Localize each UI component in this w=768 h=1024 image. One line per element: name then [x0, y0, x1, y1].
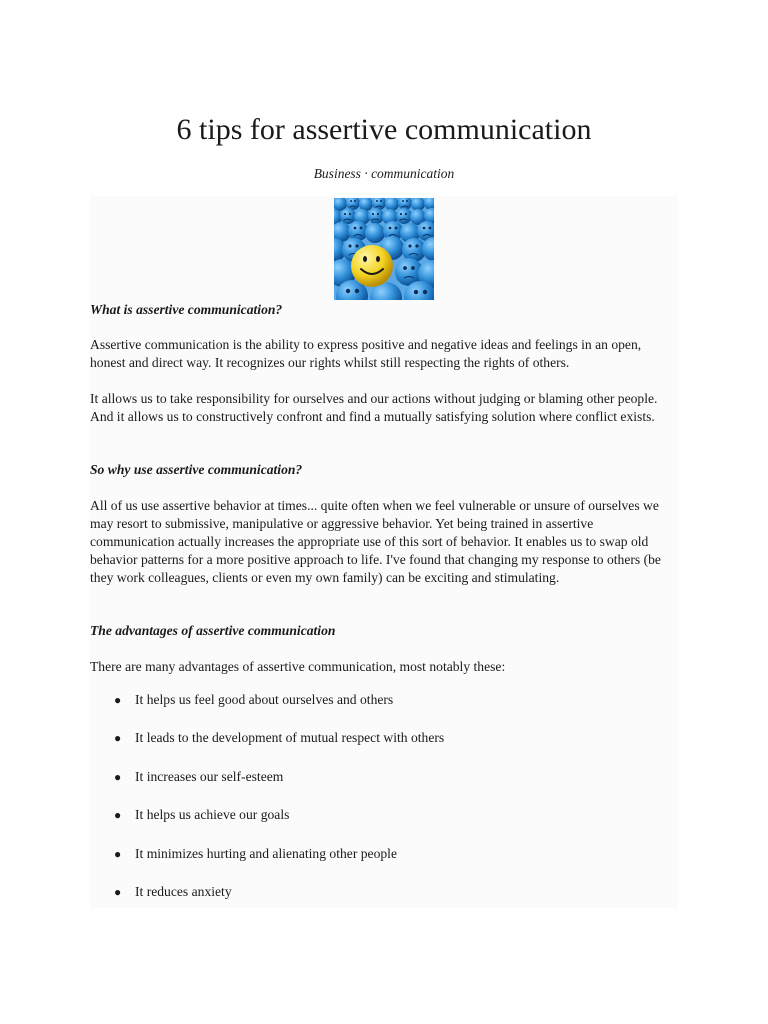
paragraph-what-2: It allows us to take responsibility for ourselves and our actions without judging or blaming other people. And it allows us to constructively confront and find a mutually satisfying solution where conflict exists.: [90, 391, 658, 424]
page-title: 6 tips for assertive communication: [176, 113, 592, 146]
bullet-icon: ●: [114, 693, 122, 707]
list-item: ● It helps us feel good about ourselves and others: [114, 692, 394, 707]
list-item: ● It reduces anxiety: [114, 883, 232, 899]
list-item: ● It helps us achieve our goals: [114, 807, 290, 823]
bullet-icon: ●: [114, 846, 122, 861]
smiley-faces-image: [334, 198, 434, 300]
bullet-icon: ●: [114, 808, 122, 823]
bullet-icon: ●: [114, 769, 122, 784]
article-body: [90, 196, 678, 908]
paragraph-what-1: Assertive communication is the ability to express positive and negative ideas and feelings in an open, honest and direct way. It recognizes our rights whilst still respecting the rights of others.: [90, 337, 642, 370]
paragraph-advantages-intro: There are many advantages of assertive communication, most notably these:: [90, 659, 506, 674]
section-heading-advantages: The advantages of assertive communication: [90, 623, 336, 638]
advantages-list: [90, 691, 678, 921]
bullet-icon: ●: [114, 884, 122, 899]
list-item: ● It leads to the development of mutual respect with others: [114, 730, 445, 746]
smiley-faces-icon: [334, 198, 434, 300]
list-item: ● It increases our self-esteem: [114, 768, 284, 784]
bullet-icon: ●: [114, 731, 122, 746]
category-subtitle: Business · communication: [313, 166, 455, 181]
paragraph-why-1: All of us use assertive behavior at times... quite often when we feel vulnerable or unsure of ourselves we may resort to submissive, manipulative or aggressive behavior. Yet being trained in assertive communication actually increases the appropriate use of this sort of behavior. It enables us to swap old behavior patterns for a more positive approach to life. I've found that changing my response to others (be they work colleagues, clients or even my own family) can be exciting and stimulating.: [90, 498, 661, 585]
section-heading-why: So why use assertive communication?: [90, 462, 303, 477]
section-heading-what: What is assertive communication?: [90, 302, 283, 317]
list-item: ● It minimizes hurting and alienating other people: [114, 845, 397, 861]
